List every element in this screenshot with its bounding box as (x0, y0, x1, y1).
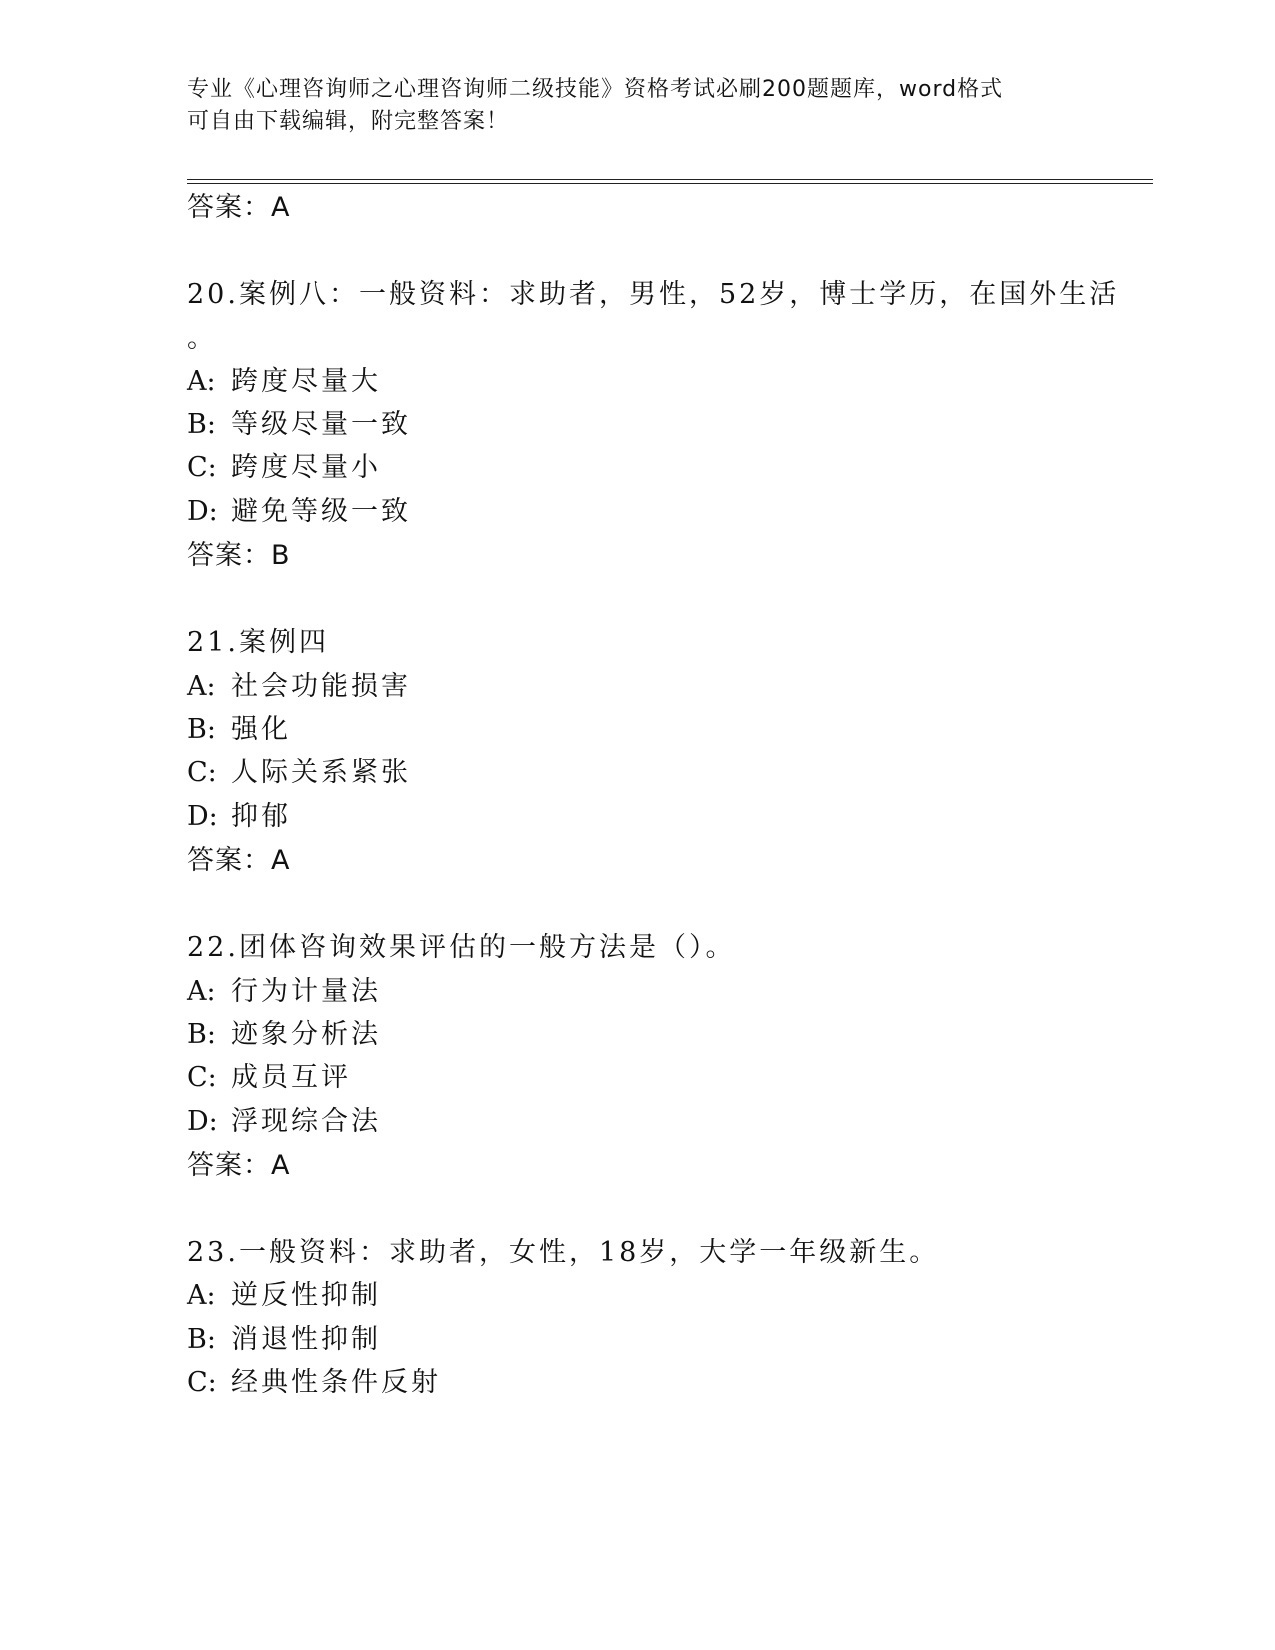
option-c: C: 人际关系紧张 (187, 757, 411, 788)
question-20-continuation: 。 (187, 323, 217, 354)
option-d: D: 抑郁 (187, 801, 291, 832)
option-d: D: 避免等级一致 (187, 496, 411, 527)
option-b: B: 消退性抑制 (187, 1324, 381, 1355)
question-23: 23.一般资料：求助者，女性，18岁，大学一年级新生。 (187, 1237, 940, 1268)
answer-line: 答案：A (187, 192, 291, 223)
header-rule-bottom (187, 183, 1153, 184)
option-a: A: 跨度尽量大 (187, 366, 381, 397)
option-c: C: 跨度尽量小 (187, 452, 381, 483)
option-b: B: 强化 (187, 714, 291, 745)
option-d: D: 浮现综合法 (187, 1106, 381, 1137)
answer-line: 答案：A (187, 1150, 291, 1181)
header-line-1: 专业《心理咨询师之心理咨询师二级技能》资格考试必刷200题题库，word格式 (187, 77, 1004, 102)
question-20: 20.案例八：一般资料：求助者，男性，52岁，博士学历，在国外生活 (187, 279, 1120, 310)
answer-line: 答案：B (187, 540, 291, 571)
question-21: 21.案例四 (187, 627, 329, 658)
option-b: B: 迹象分析法 (187, 1019, 381, 1050)
header-line-2: 可自由下载编辑，附完整答案！ (187, 109, 510, 134)
header-rule-top (187, 179, 1153, 180)
option-a: A: 逆反性抑制 (187, 1280, 381, 1311)
option-b: B: 等级尽量一致 (187, 409, 411, 440)
question-22: 22.团体咨询效果评估的一般方法是（）。 (187, 932, 736, 963)
document-header (187, 74, 1067, 138)
option-a: A: 社会功能损害 (187, 671, 411, 702)
option-c: C: 经典性条件反射 (187, 1367, 441, 1398)
answer-line: 答案：A (187, 845, 291, 876)
option-c: C: 成员互评 (187, 1062, 351, 1093)
option-a: A: 行为计量法 (187, 976, 381, 1007)
